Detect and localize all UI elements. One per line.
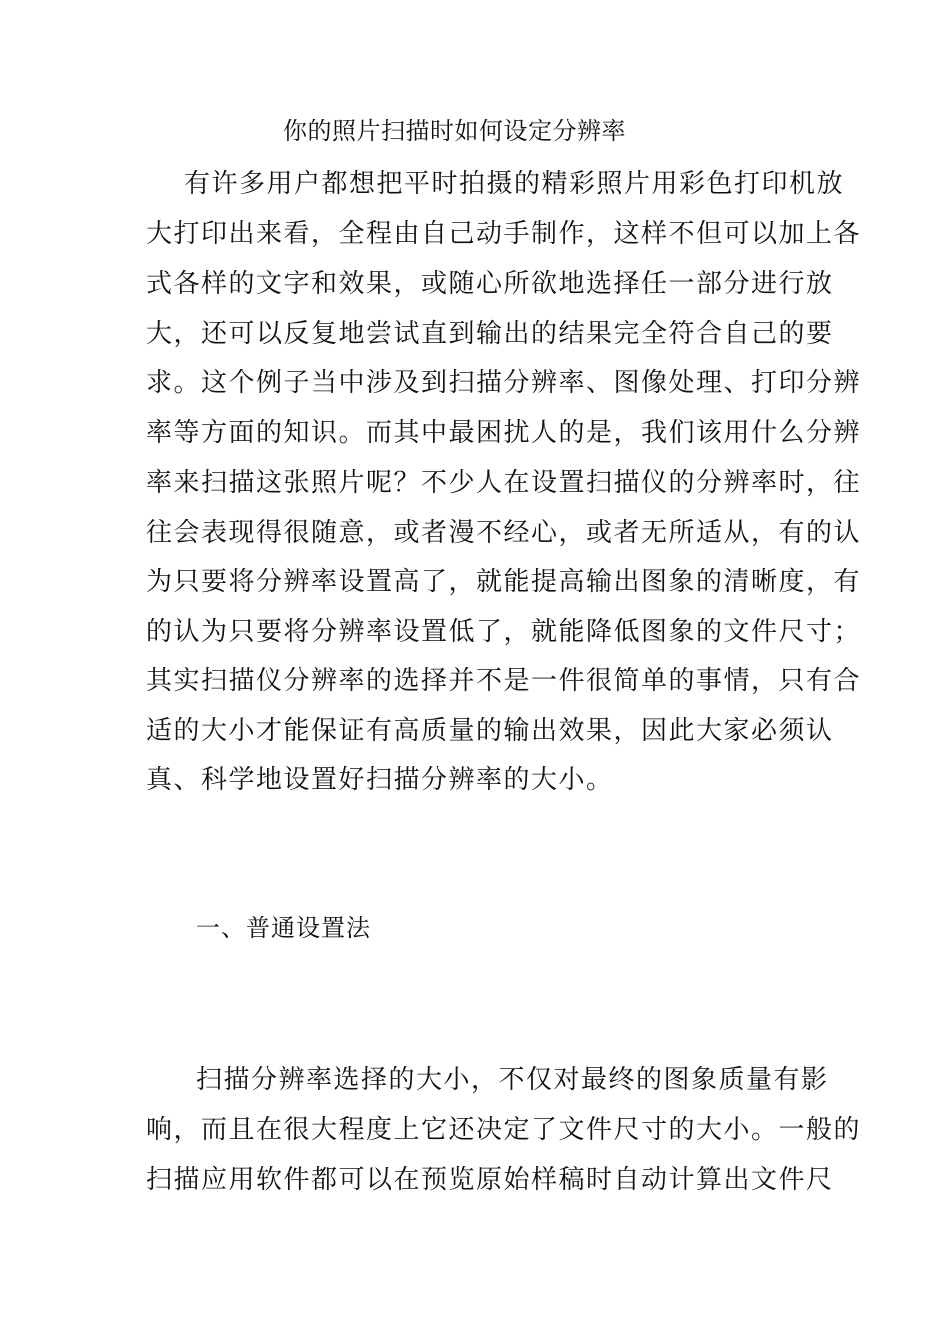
intro-line-12: 适的大小才能保证有高质量的输出效果，因此大家必须认 [146,716,834,746]
intro-line-1: 有许多用户都想把平时拍摄的精彩照片用彩色打印机放 [184,169,845,199]
intro-line-13: 真、科学地设置好扫描分辨率的大小。 [146,765,614,795]
section-line-2: 响，而且在很大程度上它还决定了文件尺寸的大小。一般的 [146,1115,862,1145]
intro-line-5: 求。这个例子当中涉及到扫描分辨率、图像处理、打印分辨 [146,368,862,398]
section-line-1: 扫描分辨率选择的大小，不仅对最终的图象质量有影 [196,1065,829,1095]
section-heading: 一、普通设置法 [196,914,371,942]
intro-line-7: 率来扫描这张照片呢？不少人在设置扫描仪的分辨率时，往 [146,468,862,498]
intro-line-6: 率等方面的知识。而其中最困扰人的是，我们该用什么分辨 [146,418,862,448]
intro-line-9: 为只要将分辨率设置高了，就能提高输出图象的清晰度，有 [146,567,862,597]
document-title: 你的照片扫描时如何设定分辨率 [283,117,626,145]
intro-line-3: 式各样的文字和效果，或随心所欲地选择任一部分进行放 [146,269,834,299]
intro-line-11: 其实扫描仪分辨率的选择并不是一件很简单的事情，只有合 [146,666,862,696]
intro-line-8: 往会表现得很随意，或者漫不经心，或者无所适从，有的认 [146,518,862,548]
intro-line-2: 大打印出来看，全程由自己动手制作，这样不但可以加上各 [146,219,862,249]
section-line-3: 扫描应用软件都可以在预览原始样稿时自动计算出文件尺 [146,1165,834,1195]
intro-line-10: 的认为只要将分辨率设置低了，就能降低图象的文件尺寸； [146,617,862,647]
intro-line-4: 大，还可以反复地尝试直到输出的结果完全符合自己的要 [146,319,834,349]
